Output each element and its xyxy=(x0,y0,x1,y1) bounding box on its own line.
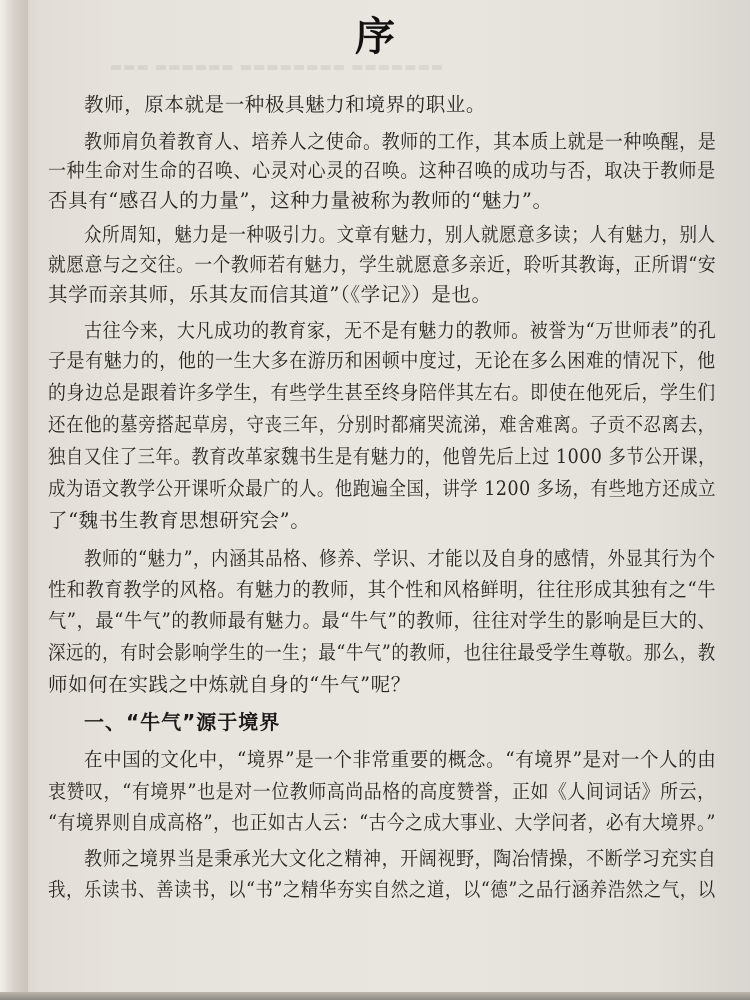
text-line: 深远的，有时会影响学生的一生；最“牛气”的教师，也往往最受学生尊敬。那么，教 xyxy=(48,641,716,664)
text-line: 一种生命对生命的召唤、心灵对心灵的召唤。这种召唤的成功与否，取决于教师是 xyxy=(48,159,716,182)
text-line: 教师，原本就是一种极具魅力和境界的职业。 xyxy=(84,93,487,116)
text-line: 教师之境界当是秉承光大文化之精神，开阔视野，陶冶情操，不断学习充实自 xyxy=(84,847,717,870)
bleed-through-text: ▬▬▬ ▬▬▬▬▬▬ ▬▬▬▬▬▬▬▬ ▬▬▬▬▬▬▬ xyxy=(110,60,445,75)
text-line: 的身边总是跟着许多学生，有些学生甚至终身陪伴其左右。即使在他死后，学生们 xyxy=(48,381,716,404)
text-line: 了“魏书生教育思想研究会”。 xyxy=(48,509,311,532)
text-line: 我，乐读书、善读书，以“书”之精华夯实自然之道，以“德”之品行涵养浩然之气，以 xyxy=(48,878,716,901)
text-line: 其学而亲其师，乐其友而信其道”（《学记》）是也。 xyxy=(48,283,492,306)
text-line: 在中国的文化中，“境界”是一个非常重要的概念。“有境界”是对一个人的由 xyxy=(84,748,717,771)
text-line: 衷赞叹，“有境界”也是对一位教师高尚品格的高度赞誉，正如《人间词话》所云， xyxy=(48,780,716,803)
page-gutter-shadow xyxy=(0,0,28,1000)
text-line: 教师肩负着教育人、培养人之使命。教师的工作，其本质上就是一种唤醒，是 xyxy=(84,130,717,153)
text-line: 子是有魅力的，他的一生大多在游历和困顿中度过，无论在多么困难的情况下，他 xyxy=(48,349,716,372)
text-line: 否具有“感召人的力量”，这种力量被称为教师的“魅力”。 xyxy=(48,189,553,212)
section-heading: 一、“牛气”源于境界 xyxy=(84,710,281,734)
text-line: 独自又住了三年。教育改革家魏书生是有魅力的，他曾先后上过 1000 多节公开课， xyxy=(48,445,717,468)
text-line: 成为语文教学公开课听众最广的人。他跑遍全国，讲学 1200 多场，有些地方还成立 xyxy=(48,477,717,500)
text-line: 还在他的墓旁搭起草房，守丧三年，分别时都痛哭流涕，难舍难离。子贡不忍离去， xyxy=(48,413,716,436)
text-line: 古往今来，大凡成功的教育家，无不是有魅力的教师。被誉为“万世师表”的孔 xyxy=(84,319,717,342)
text-line: 众所周知，魅力是一种吸引力。文章有魅力，别人就愿意多读；人有魅力，别人 xyxy=(84,223,716,246)
page-title: 序 xyxy=(355,13,395,60)
text-line: “有境界则自成高格”，也正如古人云：“古今之成大事业、大学问者，必有大境界。” xyxy=(48,811,717,834)
page-bottom-edge xyxy=(0,992,750,1000)
text-line: 性和教育教学的风格。有魅力的教师，其个性和风格鲜明，往往形成其独有之“牛 xyxy=(48,578,717,601)
text-line: 气”，最“牛气”的教师最有魅力。最“牛气”的教师，往往对学生的影响是巨大的、 xyxy=(48,609,717,632)
text-line: 就愿意与之交往。一个教师若有魅力，学生就愿意多亲近，聆听其教诲，正所谓“安 xyxy=(48,253,717,276)
text-line: 师如何在实践之中炼就自身的“牛气”呢？ xyxy=(48,673,411,696)
text-line: 教师的“魅力”，内涵其品格、修养、学识、才能以及自身的感情，外显其行为个 xyxy=(84,547,716,570)
